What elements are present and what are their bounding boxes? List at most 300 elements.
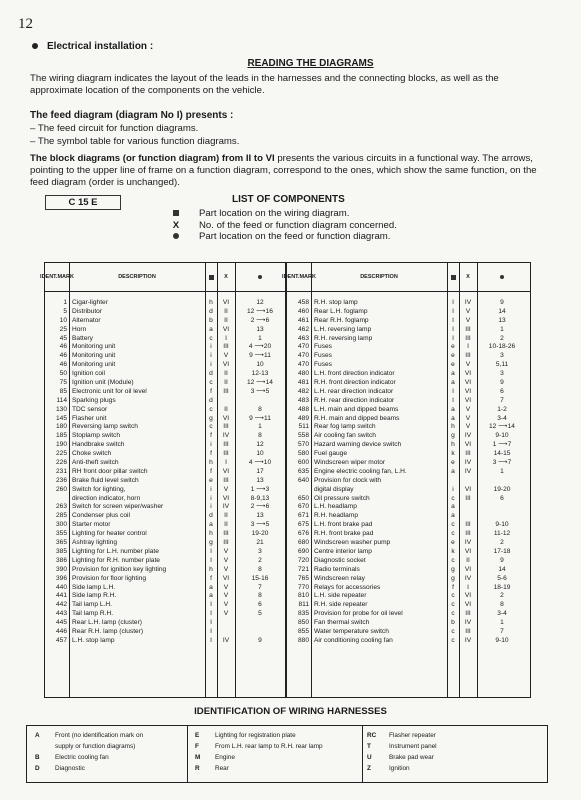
table-row	[45, 441, 285, 450]
legend	[170, 208, 397, 243]
ident-mark-header: IDENT. MARK	[282, 273, 316, 280]
ident-cell: 225	[55, 450, 67, 458]
diagram-number-cell: IV	[464, 539, 472, 547]
harness-description: From L.H. rear lamp to R.H. rear lamp	[215, 743, 323, 750]
table-row	[45, 432, 285, 441]
wiring-location-cell: a	[451, 379, 455, 387]
ident-cell: 600	[297, 459, 309, 467]
feed-location-cell: 14	[498, 565, 506, 573]
diagram-number-cell: VI	[464, 370, 472, 378]
wiring-location-cell: h	[451, 441, 455, 449]
table-row	[287, 326, 530, 335]
table-header	[282, 263, 530, 292]
feed-location-cell: 12	[256, 441, 264, 449]
feed-location-cell: 9	[258, 636, 262, 644]
ident-cell: 880	[297, 636, 309, 644]
harness-code: E	[195, 732, 200, 739]
ident-cell: 488	[297, 405, 309, 413]
wiring-location-cell: I	[452, 316, 454, 324]
feed-location-cell: 13	[498, 316, 506, 324]
description-cell: RH front door pillar switch	[72, 467, 148, 475]
table-row	[287, 512, 530, 521]
table-row	[287, 450, 530, 459]
table-row	[287, 566, 530, 575]
ident-cell: 130	[55, 405, 67, 413]
feed-location-cell: 3	[258, 547, 262, 555]
feed-location-cell: 8	[258, 405, 262, 413]
ident-cell: 260	[55, 485, 67, 493]
description-cell: L.H. front brake pad	[314, 521, 373, 529]
wiring-location-cell: c	[451, 494, 455, 502]
description-cell: Stoplamp switch	[72, 432, 121, 440]
ident-cell: 462	[297, 325, 309, 333]
feed-location-cell: 3	[500, 352, 504, 360]
harness-code: A	[35, 732, 40, 739]
x-header: X	[466, 273, 470, 280]
ident-cell: 489	[297, 414, 309, 422]
description-cell: Cigar-lighter	[72, 299, 108, 306]
diagram-number-cell: V	[223, 547, 229, 555]
description-cell: Fuel gauge	[314, 450, 347, 458]
diagram-number-cell: I	[225, 459, 227, 467]
table-row	[287, 477, 530, 486]
table-row	[45, 326, 285, 335]
diagram-number-cell: V	[465, 405, 471, 413]
legend-item: X No. of the feed or function diagram concerned.	[170, 220, 397, 232]
wiring-location-cell: h	[209, 530, 213, 538]
feed-location-cell: 6	[258, 601, 262, 609]
feed-location-cell: 7	[500, 627, 504, 635]
table-row	[45, 610, 285, 619]
ident-cell: 721	[297, 565, 309, 573]
diagram-number-cell: IV	[222, 432, 230, 440]
ident-cell: 511	[298, 423, 309, 431]
wiring-location-cell: b	[209, 316, 213, 324]
diagram-number-cell: III	[223, 387, 229, 395]
wiring-location-cell: i	[210, 352, 212, 360]
feed-location-cell: 15-16	[251, 574, 269, 582]
feed-items	[30, 123, 239, 148]
legend-item: Part location on the feed or function diagram.	[170, 231, 397, 243]
feed-location-cell: 2 ⟶6	[250, 316, 270, 324]
block-paragraph	[30, 153, 550, 188]
ident-cell: 580	[297, 450, 309, 458]
wiring-location-cell: a	[451, 370, 455, 378]
table-row	[287, 397, 530, 406]
feed-location-cell: 3-4	[497, 414, 507, 422]
wiring-location-cell: a	[451, 503, 455, 511]
description-cell: Starter motor	[72, 521, 111, 529]
wiring-location-cell: f	[210, 574, 212, 582]
table-row	[45, 521, 285, 530]
wiring-location-cell: f	[452, 583, 454, 591]
table-row	[287, 557, 530, 566]
square-icon	[205, 263, 217, 291]
wiring-location-cell: I	[452, 387, 454, 395]
wiring-location-cell: a	[209, 583, 213, 591]
description-cell: L.H. reversing lamp	[314, 325, 372, 333]
ident-cell: 470	[297, 343, 309, 351]
diagram-number-cell: V	[223, 601, 229, 609]
description-cell: R.H. stop lamp	[314, 299, 358, 306]
ident-cell: 442	[55, 601, 67, 609]
diagram-number-cell: IV	[464, 636, 472, 644]
description-cell: R.H. front direction indicator	[314, 379, 396, 387]
table-row	[287, 406, 530, 415]
table-row	[287, 539, 530, 548]
feed-location-cell: 21	[256, 539, 264, 547]
description-cell: R.H. headlamp	[314, 512, 358, 520]
diagram-number-cell: II	[466, 556, 470, 564]
table-row	[45, 370, 285, 379]
wiring-location-cell: h	[209, 565, 213, 573]
table-row	[45, 459, 285, 468]
description-cell: Fuses	[314, 343, 332, 351]
ident-cell: 460	[297, 307, 309, 315]
section-heading-text: Electrical installation :	[47, 41, 154, 52]
ident-cell: 5	[63, 307, 67, 315]
table-row	[287, 637, 530, 646]
components-table-left	[40, 262, 286, 698]
wiring-location-cell: i	[210, 503, 212, 511]
feed-location-cell: 14	[498, 307, 506, 315]
feed-location-cell: 3	[500, 370, 504, 378]
table-row	[45, 397, 285, 406]
feed-location-cell: 8	[500, 601, 504, 609]
description-cell: Electronic unit for oil level	[72, 387, 147, 395]
description-cell: Switch for lighting,	[72, 485, 126, 493]
diagram-number-cell: II	[224, 521, 228, 529]
diagram-number-cell: III	[465, 334, 471, 342]
wiring-location-cell: f	[210, 387, 212, 395]
diagram-number-cell: III	[223, 423, 229, 431]
description-cell: Ignition unit (Module)	[72, 379, 134, 387]
feed-title: The feed diagram (diagram No I) presents :	[30, 110, 234, 121]
diagram-number-cell: IV	[464, 299, 472, 306]
table-row	[287, 317, 530, 326]
feed-location-cell: 17	[256, 467, 264, 475]
table-row	[287, 619, 530, 628]
harness-description: Instrument panel	[389, 743, 437, 750]
wiring-location-cell: i	[452, 485, 454, 493]
table-row	[287, 415, 530, 424]
feed-location-cell: 8	[258, 565, 262, 573]
cross-icon: X	[172, 219, 180, 231]
table-header	[40, 263, 285, 292]
wiring-location-cell: e	[451, 361, 455, 369]
components-table-right	[282, 262, 531, 698]
wiring-location-cell: e	[209, 476, 213, 484]
table-row	[287, 530, 530, 539]
description-cell: Rear R.H. lamp (cluster)	[72, 627, 144, 635]
table-row	[45, 557, 285, 566]
ident-cell: 850	[297, 619, 309, 627]
wiring-location-cell: e	[451, 539, 455, 547]
feed-location-cell: 1	[500, 325, 504, 333]
table-row	[45, 512, 285, 521]
table-row	[287, 432, 530, 441]
diagram-number-cell: V	[223, 556, 229, 564]
table-row	[45, 308, 285, 317]
diagram-number-cell: IV	[464, 467, 472, 475]
harness-description: Flasher repeater	[389, 732, 436, 739]
table-row	[45, 548, 285, 557]
table-row	[45, 584, 285, 593]
description-cell: L.H. side repeater	[314, 592, 367, 600]
diagram-number-cell: III	[465, 610, 471, 618]
description-cell: L.H. rear direction indicator	[314, 387, 394, 395]
description-cell: Handbrake switch	[72, 441, 125, 449]
diagram-number-cell: II	[224, 370, 228, 378]
diagram-number-cell: VI	[464, 592, 472, 600]
ident-cell: 470	[297, 352, 309, 360]
harness-code: U	[367, 754, 372, 761]
feed-location-cell: 4 ⟶10	[248, 459, 272, 467]
wiring-location-cell: c	[209, 405, 213, 413]
ident-cell: 461	[297, 316, 309, 324]
diagram-number-cell: V	[223, 485, 229, 493]
table-row	[45, 503, 285, 512]
feed-location-cell: 1	[258, 334, 262, 342]
description-cell: R.H. reversing lamp	[314, 334, 373, 342]
wiring-location-cell: e	[451, 343, 455, 351]
wiring-location-cell: i	[210, 343, 212, 351]
description-cell: Alternator	[72, 316, 101, 324]
wiring-location-cell: g	[451, 574, 455, 582]
description-cell: R.H. side repeater	[314, 601, 368, 609]
feed-location-cell: 6	[500, 494, 504, 502]
reading-title: READING THE DIAGRAMS	[247, 58, 374, 69]
feed-location-cell: 5-6	[497, 574, 507, 582]
diagram-number-cell: V	[465, 414, 471, 422]
description-cell: R.H. main and dipped beams	[314, 414, 400, 422]
wiring-location-cell: a	[451, 512, 455, 520]
bullet-icon	[32, 43, 38, 49]
feed-location-cell: 13	[256, 476, 264, 484]
section-heading	[32, 41, 153, 52]
ident-cell: 457	[55, 636, 67, 644]
description-cell: Distributor	[72, 307, 103, 315]
feed-location-cell: 7	[258, 583, 262, 591]
table-row	[45, 352, 285, 361]
table-row	[45, 361, 285, 370]
ident-cell: 226	[55, 459, 67, 467]
ident-cell: 396	[55, 574, 67, 582]
ident-cell: 263	[55, 503, 67, 511]
table-row	[45, 468, 285, 477]
description-cell: Anti-theft switch	[72, 459, 119, 467]
wiring-location-cell: a	[209, 521, 213, 529]
wiring-location-cell: i	[210, 441, 212, 449]
diagram-number-cell: IV	[464, 459, 472, 467]
feed-location-cell: 3-4	[497, 610, 507, 618]
feed-location-cell: 12-13	[251, 370, 269, 378]
description-cell: Provision for floor lighting	[72, 574, 147, 582]
ident-cell: 85	[59, 387, 67, 395]
feed-location-cell: 12 ⟶14	[247, 379, 273, 387]
wiring-location-cell: d	[209, 512, 213, 520]
ident-cell: 10	[59, 316, 67, 324]
diagram-number-cell: VI	[222, 299, 230, 306]
wiring-location-cell: I	[452, 307, 454, 315]
wiring-location-cell: d	[209, 396, 213, 404]
feed-location-cell: 17-18	[493, 547, 511, 555]
diagram-number-cell: III	[465, 627, 471, 635]
wiring-location-cell: c	[209, 379, 213, 387]
table-row	[287, 521, 530, 530]
diagram-number-cell: VI	[464, 387, 472, 395]
description-cell: Rear L.H. foglamp	[314, 307, 368, 315]
table-row	[45, 335, 285, 344]
feed-location-cell: 6	[500, 387, 504, 395]
wiring-location-cell: I	[452, 325, 454, 333]
diagram-number-cell: V	[223, 610, 229, 618]
description-cell: Radio terminals	[314, 565, 360, 573]
diagram-number-cell: III	[223, 441, 229, 449]
wiring-location-cell: c	[451, 521, 455, 529]
diagram-number-cell: VI	[222, 494, 230, 502]
diagram-number-cell: V	[465, 361, 471, 369]
table-row	[287, 352, 530, 361]
feed-location-cell: 9 ⟶11	[249, 414, 271, 422]
diagram-number-cell: V	[465, 307, 471, 315]
wiring-location-cell: h	[451, 423, 455, 431]
table-row	[287, 468, 530, 477]
wiring-location-cell: I	[210, 619, 212, 627]
table-row	[45, 575, 285, 584]
ident-cell: 46	[59, 352, 67, 360]
feed-location-cell: 14-15	[493, 450, 511, 458]
diagram-number-cell: I	[467, 583, 469, 591]
ident-cell: 285	[55, 512, 67, 520]
description-header: DESCRIPTION	[360, 273, 398, 280]
feed-location-cell: 2	[500, 334, 504, 342]
harness-code: R	[195, 765, 200, 772]
description-cell: Relays for accessories	[314, 583, 381, 591]
table-row	[287, 486, 530, 495]
feed-location-cell: 1	[500, 619, 504, 627]
feed-location-cell: 18-19	[493, 583, 511, 591]
diagram-number-cell: III	[223, 476, 229, 484]
ident-cell: 180	[55, 423, 67, 431]
wiring-location-cell: h	[209, 459, 213, 467]
description-cell: Windscreen washer pump	[314, 539, 391, 547]
harness-title: IDENTIFICATION OF WIRING HARNESSES	[194, 706, 387, 717]
wiring-location-cell: b	[451, 619, 455, 627]
feed-location-cell: 10	[256, 450, 264, 458]
table-row	[45, 637, 285, 646]
feed-location-cell: 2	[500, 592, 504, 600]
table-row	[45, 592, 285, 601]
description-cell: Lighting for R.H. number plate	[72, 556, 160, 564]
wiring-location-cell: i	[210, 494, 212, 502]
feed-location-cell: 13	[256, 325, 264, 333]
wiring-location-cell: I	[210, 610, 212, 618]
harness-table	[26, 725, 548, 783]
description-cell: Switch for screen wiper/washer	[72, 503, 164, 511]
wiring-location-cell: i	[210, 485, 212, 493]
dot-icon	[235, 263, 285, 291]
ident-cell: 770	[297, 583, 309, 591]
table-row	[45, 423, 285, 432]
description-cell: Engine electric cooling fan, L.H.	[314, 467, 407, 475]
diagram-number-cell: III	[465, 352, 471, 360]
diagram-number-cell: IV	[222, 636, 230, 644]
harness-description: Rear	[215, 765, 229, 772]
description-cell: Air conditioning cooling fan	[314, 636, 393, 644]
table-row	[45, 388, 285, 397]
harness-code: RC	[367, 732, 377, 739]
diagram-number-cell: III	[465, 325, 471, 333]
table-row	[45, 343, 285, 352]
harness-description: Brake pad wear	[389, 754, 434, 761]
description-cell: Tail lamp R.H.	[72, 610, 114, 618]
feed-location-cell: 1 ⟶7	[492, 441, 512, 449]
feed-location-cell: 9	[500, 556, 504, 564]
list-title: LIST OF COMPONENTS	[232, 194, 345, 205]
table-row	[45, 486, 285, 495]
x-header: X	[224, 273, 228, 280]
description-cell: direction indicator, horn	[72, 494, 141, 502]
ident-cell: 114	[56, 396, 67, 404]
description-cell: L.H. stop lamp	[72, 636, 115, 644]
feed-location-cell: 19-20	[251, 530, 269, 538]
feed-location-cell: 12 ⟶16	[247, 307, 273, 315]
harness-code: M	[195, 754, 201, 761]
diagram-number-cell: V	[223, 592, 229, 600]
table-row	[287, 592, 530, 601]
diagram-number-cell: III	[465, 521, 471, 529]
feed-location-cell: 12 ⟶14	[489, 423, 515, 431]
wiring-location-cell: I	[210, 556, 212, 564]
feed-location-cell: 5,11	[495, 361, 509, 369]
wiring-location-cell: g	[451, 565, 455, 573]
feed-item: – The symbol table for various function diagrams.	[30, 135, 240, 147]
description-cell: L.H. headlamp	[314, 503, 357, 511]
table-row	[287, 361, 530, 370]
ident-cell: 558	[297, 432, 309, 440]
ident-cell: 190	[55, 441, 67, 449]
description-cell: Air cooling fan switch	[314, 432, 376, 440]
ident-cell: 676	[297, 530, 309, 538]
wiring-location-cell: I	[210, 627, 212, 635]
feed-location-cell: 9	[500, 379, 504, 387]
ident-cell: 75	[59, 379, 67, 387]
ident-cell: 463	[297, 334, 309, 342]
table-row	[287, 548, 530, 557]
feed-location-cell: 8	[258, 592, 262, 600]
ident-cell: 650	[297, 494, 309, 502]
harness-description: Diagnostic	[55, 765, 85, 772]
table-row	[45, 495, 285, 504]
wiring-location-cell: I	[210, 601, 212, 609]
wiring-location-cell: g	[209, 414, 213, 422]
ident-cell: 145	[55, 414, 67, 422]
block-paragraph-bold: The block diagrams (or function diagram) from II to VI	[30, 153, 275, 164]
ident-mark-header: IDENT. MARK	[40, 273, 74, 280]
table-row	[287, 370, 530, 379]
description-cell: Provision for ignition key lighting	[72, 565, 167, 573]
feed-location-cell: 13	[256, 512, 264, 520]
description-cell: Side lamp R.H.	[72, 592, 117, 600]
ident-cell: 670	[297, 503, 309, 511]
ident-cell: 443	[55, 610, 67, 618]
diagram-number-cell: VI	[222, 325, 230, 333]
wiring-location-cell: a	[451, 414, 455, 422]
feed-location-cell: 3 ⟶5	[250, 387, 270, 395]
diagram-number-cell: V	[465, 316, 471, 324]
harness-description: Engine	[215, 754, 235, 761]
